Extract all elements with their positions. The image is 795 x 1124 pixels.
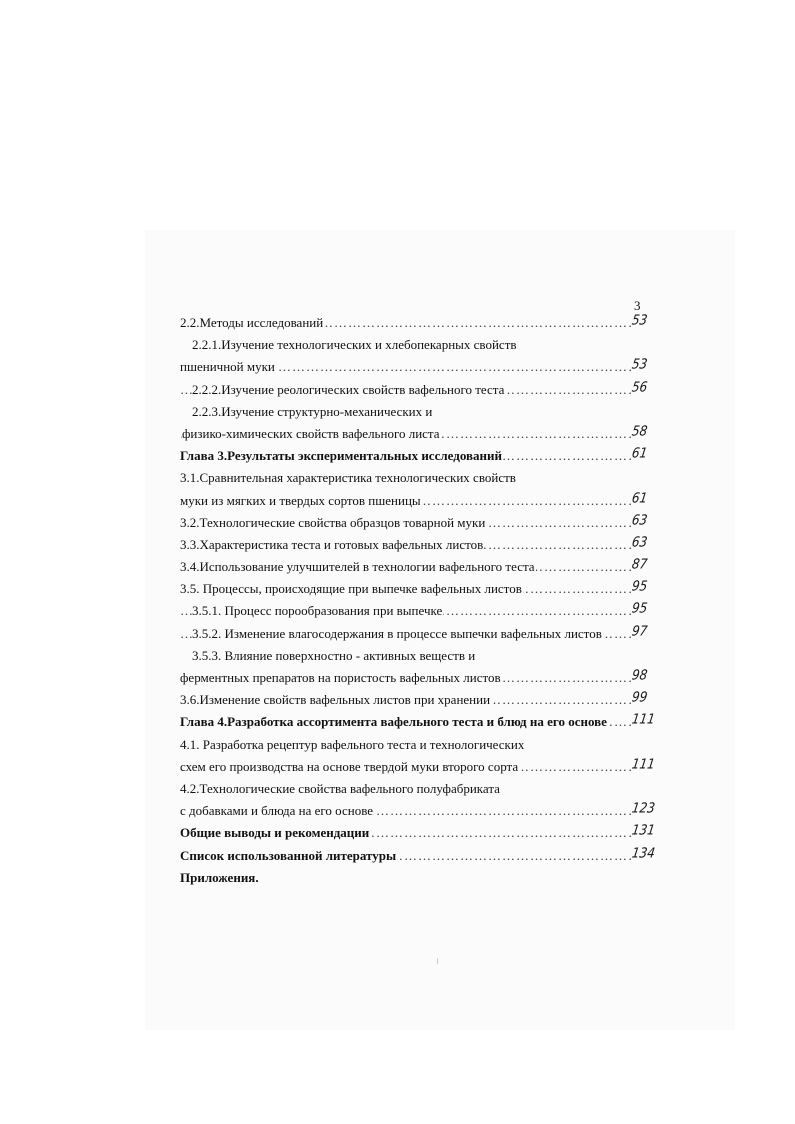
toc-entry [180,734,660,756]
toc-entry-title: Общие выводы и рекомендации [180,825,370,841]
toc-entry-title: 3.4.Использование улучшителей в технологии вафельного теста [180,559,535,575]
toc-entry [180,356,660,378]
toc-entry-title: схем его производства на основе твердой муки второго сорта [180,758,519,774]
toc-entry-page: 131 [630,822,657,839]
toc-entry [180,467,660,489]
toc-entry-title: 3.5.3. Влияние поверхностно - активных веществ и [192,647,476,663]
toc-entry-title: 4.1. Разработка рецептур вафельного теста и технологических [180,736,525,752]
toc-entry [180,445,660,467]
toc-entry-title: 3.5.2. Изменение влагосодержания в процессе выпечки вафельных листов [192,625,602,641]
toc-entry [180,689,660,711]
toc-entry-page: 63 [630,533,649,550]
toc-entry-page: 123 [630,800,657,817]
toc-entry-title: 2.2.3.Изучение структурно-механических и [192,403,433,419]
toc-entry-title: Список использованной литературы [180,847,397,863]
toc-entry-title: Глава 4.Разработка ассортимента вафельного теста и блюд на его основе [180,714,607,730]
toc-entry-title: 2.2.Методы исследований [180,315,324,330]
toc-entry-title: 3.2.Технологические свойства образцов товарной муки [180,514,486,530]
toc-entry-title: 3.5.1. Процесс порообразования при выпечке [192,603,443,619]
toc-entry-page: 87 [630,555,649,573]
toc-entry [180,867,660,889]
toc-entry-page: 134 [630,844,657,861]
toc-entry [180,667,660,689]
toc-entry-title: 3.5. Процессы, происходящие при выпечке вафельных листов [180,581,522,597]
page-number: 3 [634,298,641,313]
toc-entry-page: 53 [630,311,649,329]
toc-entry [180,578,660,600]
toc-entry [180,401,660,423]
scan-speck [437,958,438,964]
toc-entry [180,756,660,778]
toc-entry-page: 95 [630,578,649,595]
table-of-contents [180,312,660,889]
toc-entry-page: 111 [630,711,657,728]
toc-entry-title: пшеничной муки [180,359,275,375]
toc-entry [180,645,660,667]
toc-entry-title: 3.3.Характеристика теста и готовых вафельных листов [180,536,484,552]
toc-entry-page: 58 [630,422,649,439]
toc-entry-page: 61 [630,445,649,462]
toc-entry-title: ферментных препаратов на пористость вафельных листов [180,670,501,685]
toc-entry-title: 3.1.Сравнительная характеристика технологических свойств [180,470,516,486]
toc-entry-page: 61 [630,489,649,506]
toc-entry-page: 111 [630,755,657,772]
toc-entry [180,822,660,844]
toc-entry-title: 4.2.Технологические свойства вафельного полуфабриката [180,780,500,796]
toc-entry-title: 3.6.Изменение свойств вафельных листов при хранении [180,692,491,708]
toc-entry-title: с добавками и блюда на его основе [180,803,374,819]
toc-entry-title: 2.2.2.Изучение реологических свойств вафельного теста [192,381,505,397]
toc-entry [180,600,660,622]
toc-entry [180,623,660,645]
toc-entry-title: Приложения. [180,869,259,885]
toc-entry-page: 98 [630,666,649,684]
toc-entry [180,512,660,534]
toc-entry-title: физико-химических свойств вафельного листа [182,425,440,441]
toc-entry [180,711,660,733]
toc-entry-page: 53 [630,356,649,373]
toc-entry [180,800,660,822]
toc-entry-page: 95 [630,600,649,617]
toc-entry [180,845,660,867]
toc-entry [180,534,660,556]
toc-entry [180,490,660,512]
toc-entry [180,312,660,334]
toc-entry-page: 63 [630,511,649,528]
toc-entry [180,556,660,578]
toc-entry [180,379,660,401]
toc-entry-page: 56 [630,378,649,395]
toc-entry-page: 97 [630,622,649,639]
toc-entry-page: 99 [630,689,649,706]
toc-entry [180,334,660,356]
toc-entry [180,423,660,445]
toc-entry [180,778,660,800]
toc-entry-title: муки из мягких и твердых сортов пшеницы [180,492,421,508]
toc-entry-title: 2.2.1.Изучение технологических и хлебопекарных свойств [192,337,517,353]
toc-entry-title: Глава 3.Результаты экспериментальных исследований [180,448,502,464]
